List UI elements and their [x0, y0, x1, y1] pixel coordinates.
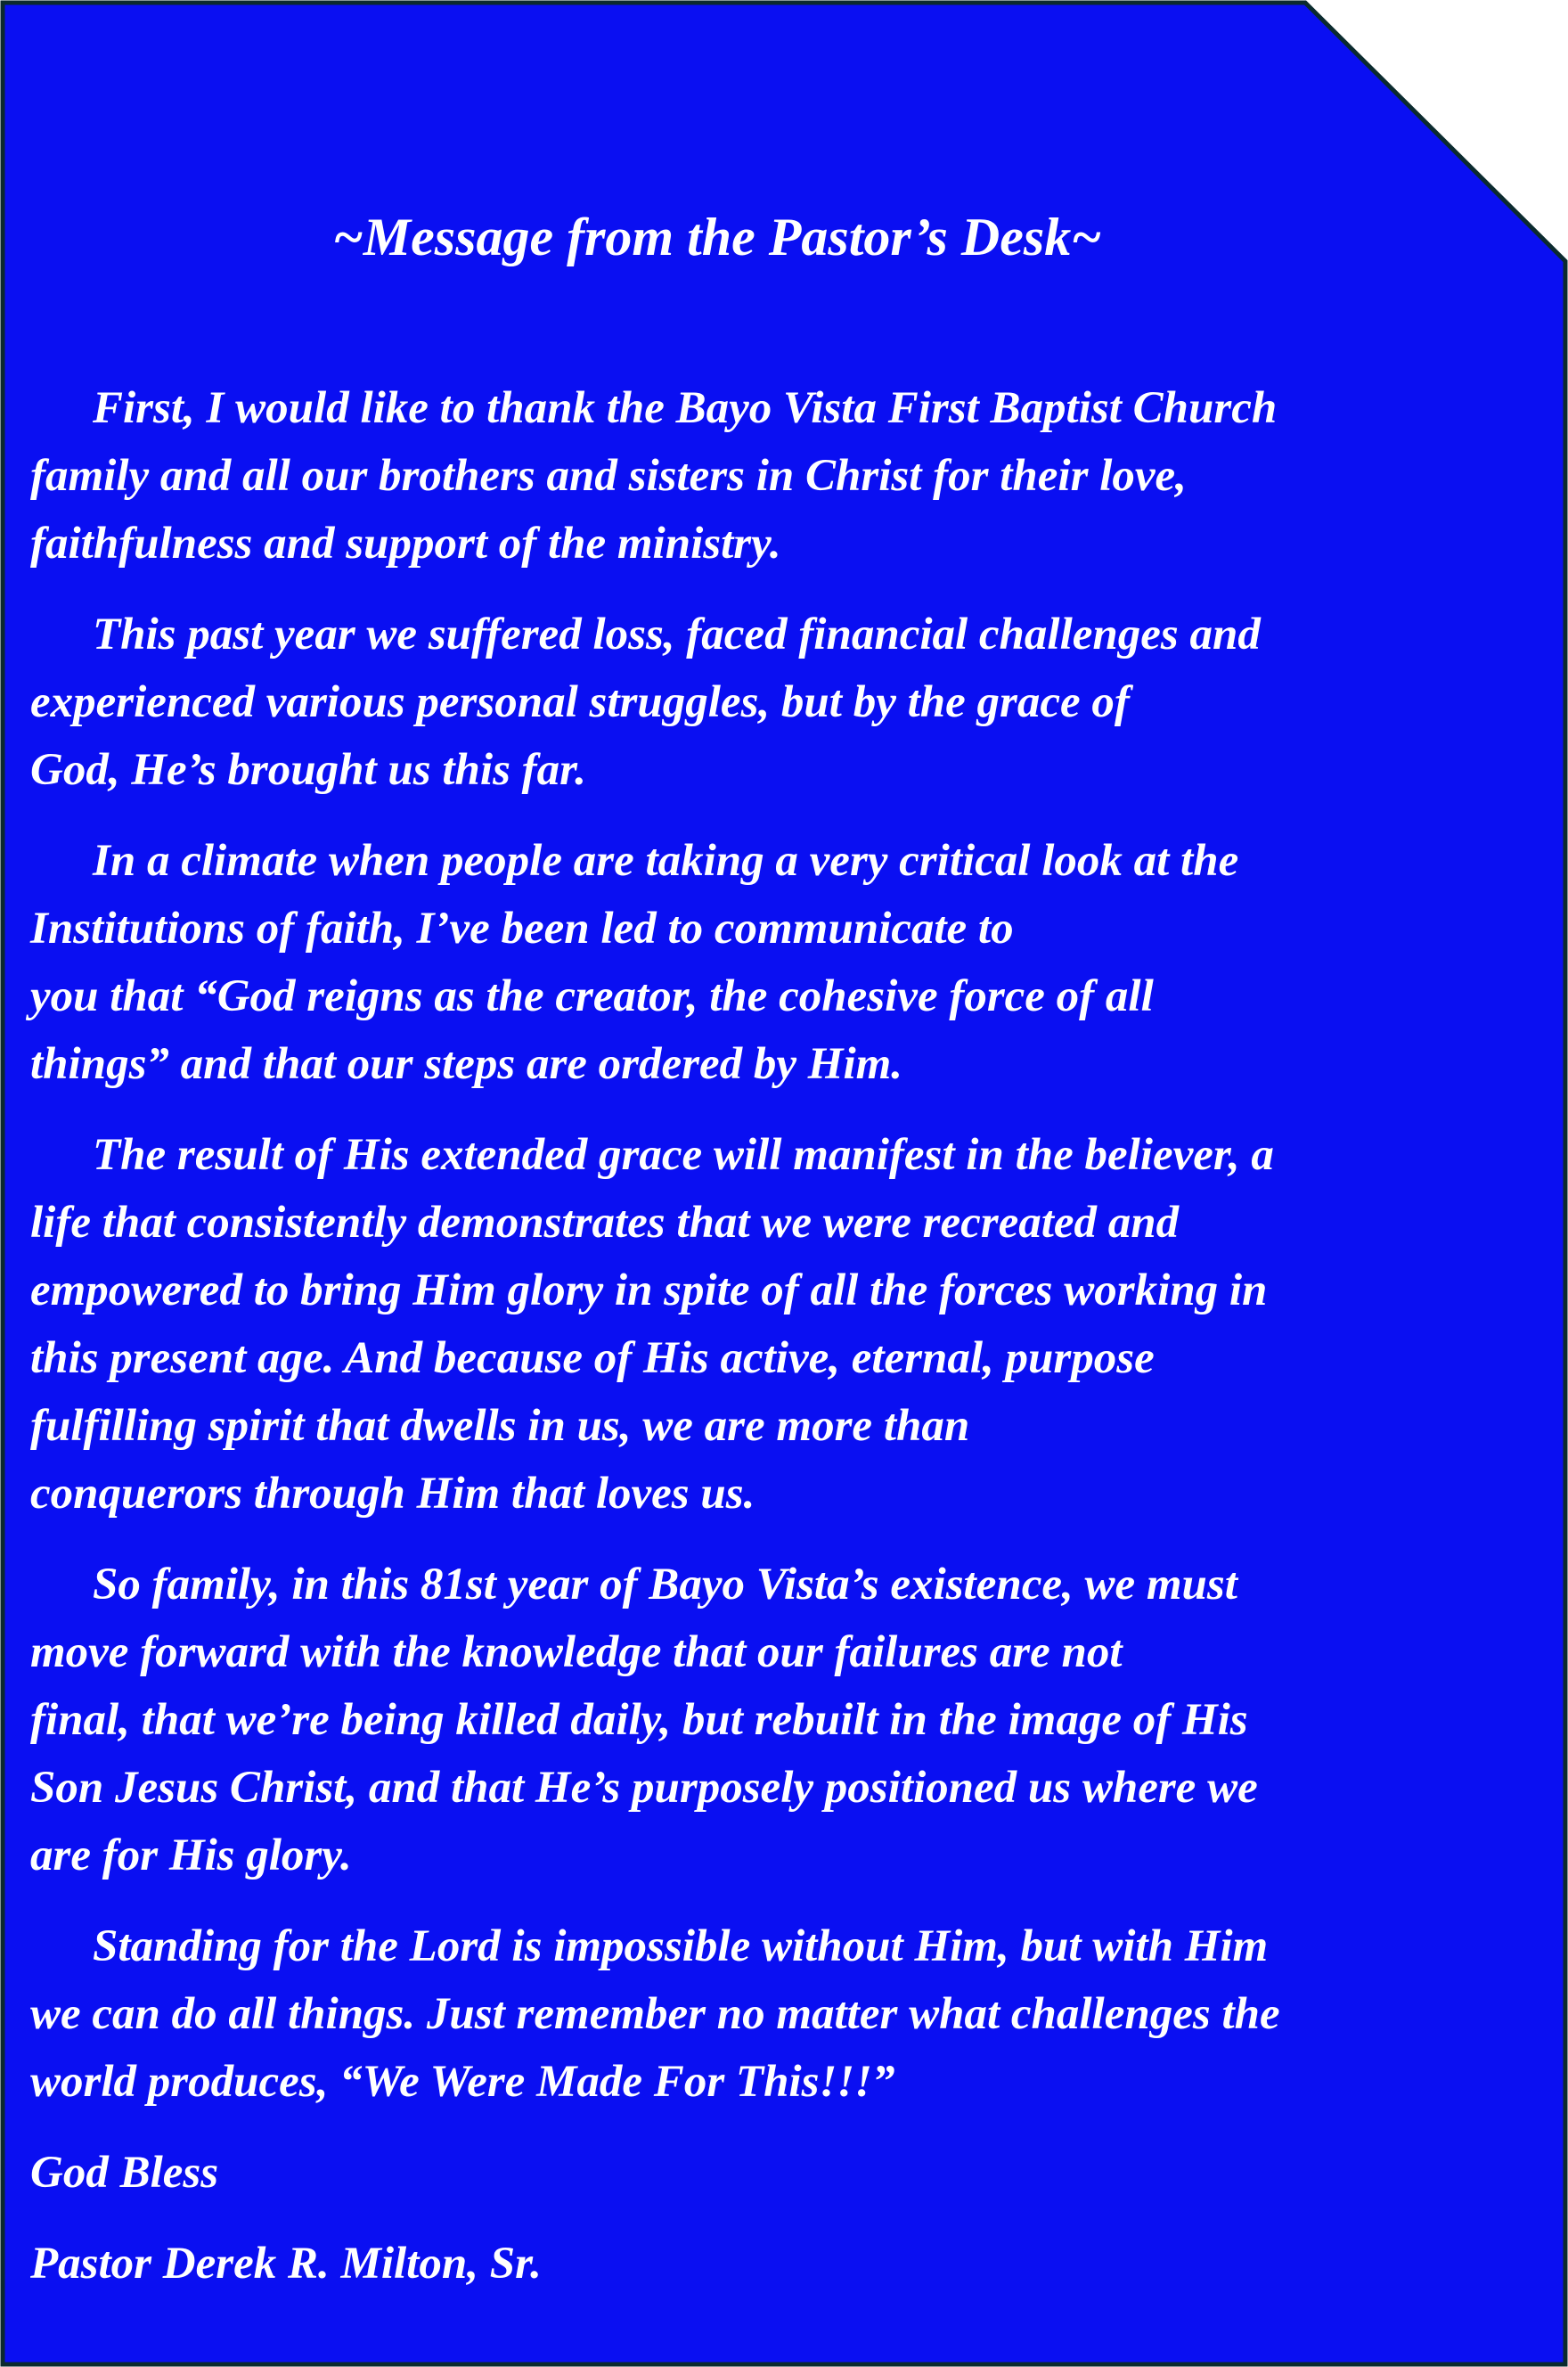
paragraph — [30, 827, 1402, 1098]
paragraph-line: faithfulness and support of the ministry. — [30, 519, 781, 569]
paragraph-line: family and all our brothers and sisters in Christ for their love, — [30, 451, 1187, 501]
paragraph-line: This past year we suffered loss, faced financial challenges and — [93, 610, 1261, 659]
signature-text: Pastor Derek R. Milton, Sr. — [30, 2239, 542, 2289]
paragraph-line: In a climate when people are taking a very critical look at the — [93, 836, 1239, 886]
paragraph-line: experienced various personal struggles, but by the grace of — [30, 677, 1130, 727]
paragraph-line: Institutions of faith, I’ve been led to communicate to — [30, 904, 1014, 954]
closing-text: God Bless — [30, 2148, 219, 2198]
paragraph-line: move forward with the knowledge that our failures are not — [30, 1627, 1123, 1677]
paragraph-line: we can do all things. Just remember no matter what challenges the — [30, 1989, 1280, 2039]
paragraph-line: So family, in this 81st year of Bayo Vista’s existence, we must — [93, 1560, 1237, 1609]
paragraph-line: First, I would like to thank the Bayo Vista First Baptist Church — [93, 383, 1278, 433]
paragraph-line: Standing for the Lord is impossible without Him, but with Him — [93, 1921, 1269, 1971]
paragraph-line: world produces, “We Were Made For This!!!” — [30, 2057, 895, 2107]
paragraph-line: things” and that our steps are ordered by Him. — [30, 1039, 903, 1089]
paragraph — [30, 601, 1402, 804]
paragraph-line: are for His glory. — [30, 1831, 352, 1880]
paragraph-line: empowered to bring Him glory in spite of all the forces working in — [30, 1265, 1268, 1315]
paragraph-line: final, that we’re being killed daily, but rebuilt in the image of His — [30, 1695, 1248, 1745]
paragraph — [30, 1121, 1402, 1527]
paragraph — [30, 1551, 1402, 1889]
page-title: ~Message from the Pastor’s Desk~ — [332, 208, 1102, 266]
paragraph-line: life that consistently demonstrates that we were recreated and — [30, 1198, 1180, 1248]
paragraph-line: The result of His extended grace will manifest in the believer, a — [93, 1130, 1274, 1180]
paragraph-line: God, He’s brought us this far. — [30, 745, 586, 795]
paragraph-line: Son Jesus Christ, and that He’s purposely positioned us where we — [30, 1763, 1258, 1813]
paragraph — [30, 1912, 1402, 2116]
paragraph-line: you that “God reigns as the creator, the cohesive force of all — [30, 971, 1154, 1021]
paragraph-line: conquerors through Him that loves us. — [30, 1469, 755, 1519]
letter-body — [30, 374, 1402, 2321]
paragraph — [30, 374, 1402, 577]
paragraph-line: fulfilling spirit that dwells in us, we are more than — [30, 1401, 970, 1451]
paragraph-line: this present age. And because of His active, eternal, purpose — [30, 1333, 1155, 1383]
